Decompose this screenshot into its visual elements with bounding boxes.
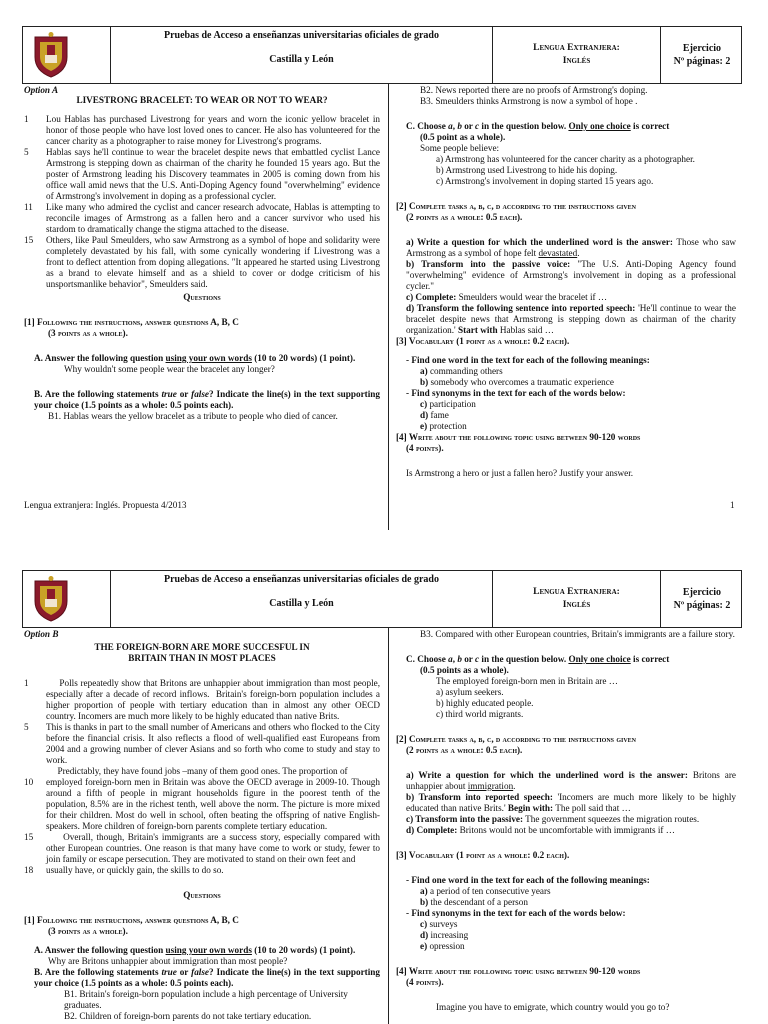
option-label: Option B	[24, 629, 59, 639]
header-line2: Castilla y León	[269, 54, 334, 65]
article-title: LIVESTRONG BRACELET: TO WEAR OR NOT TO WEAR?	[76, 95, 328, 105]
header-exercise-cell	[661, 571, 743, 627]
vocab-item: a) commanding others	[420, 366, 503, 376]
header-lang2: Inglés	[562, 600, 591, 610]
questions-heading: Questions	[183, 292, 221, 302]
left-column	[24, 629, 383, 1022]
header-line2: Castilla y León	[269, 598, 334, 609]
task3-heading: [3] Vocabulary (1 point as a whole: 0.2 each).	[396, 336, 570, 346]
task3-find-words: - Find one word in the text for each of the following meanings:	[406, 875, 650, 885]
choice-option: a) Armstrong has volunteered for the cancer charity as a photographer.	[436, 154, 695, 164]
task3-find-words: - Find one word in the text for each of the following meanings:	[406, 355, 650, 365]
article-paragraph: 10 employed foreign-born men in Britain was above the OECD average in 2009-10. Though around a fifth of people in migrant households figure in the poorest tenth of the population, 8.5% are in the richest tenth, well above the norm. The picture is more mixed for their children. Most do well in school, often beating the offspring of native English-speakers. More children of foreign-born parents complete tertiary education.	[24, 777, 380, 831]
article-paragraph: 5 Hablas says he'll continue to wear the bracelet despite news that embattled cyclist Lance Armstrong is stepping down as chairman of the charity he founded 15 years ago. But the poster of Armstrong leading his Discovery teammates in 2005 is coming down from his office wall amid news that the U.S. Anti-Doping Agency found "overwhelming" evidence of Armstrong's involvement in doping as a professional cycler.	[24, 147, 380, 201]
vocab-item: e) opression	[420, 941, 465, 951]
task2-heading: [2] Complete tasks a, b, c, d according to the instructions given	[396, 734, 636, 744]
logo-cell	[23, 571, 111, 627]
q1-heading: [1] Following the instructions, answer questions A, B, C	[24, 915, 239, 925]
task2-a: a) Write a question for which the underlined word is the answer: Those who saw Armstrong as a symbol of hope felt devastated.	[406, 237, 736, 258]
task2-c: c) Transform into the passive: The government squeezes the migration routes.	[406, 814, 700, 824]
header-line1: Pruebas de Acceso a enseñanzas universitarias oficiales de grado	[164, 574, 439, 585]
task4-subheading: (4 points).	[406, 443, 444, 453]
question-b: B. Are the following statements true or false? Indicate the line(s) in the text supporting your choice (1.5 points as a whole: 0.5 points each).	[34, 389, 380, 410]
page-number: 1	[730, 500, 735, 510]
column-divider	[388, 84, 389, 530]
header-ej2: Nº páginas: 2	[673, 600, 731, 611]
question-a-text: Why are Britons unhappier about immigration than most people?	[48, 956, 288, 966]
question-c-stem: The employed foreign-born men in Britain are …	[436, 676, 618, 686]
vocab-item: d) increasing	[420, 930, 469, 940]
statement-b1: B1. Britain's foreign-born population include a high percentage of University graduates.	[64, 989, 348, 1010]
article-paragraph: 15 Others, like Paul Smeulders, who saw Armstrong as a symbol of hope and solidarity were completely devastated by his fall, with some cynically wondering if Livestrong was a front to deflect attention from doping allegations. "It appeared he started using Livestrong as a brand to elevate himself and as a shield to cover or dodge criticism of his unsportsmanlike behavior", Smeulders said.	[24, 235, 380, 289]
left-column	[24, 85, 380, 422]
statement-b2: B2. Children of foreign-born parents do not take tertiary education.	[64, 1011, 312, 1021]
task3-heading: [3] Vocabulary (1 point as a whole: 0.2 each).	[396, 850, 570, 860]
header-line1: Pruebas de Acceso a enseñanzas universitarias oficiales de grado	[164, 30, 439, 41]
choice-option: c) third world migrants.	[436, 709, 524, 719]
question-c-points: (0.5 point as a whole).	[420, 132, 506, 142]
questions-heading: Questions	[183, 890, 221, 900]
task4-subheading: (4 points).	[406, 977, 444, 987]
vocab-item: c) participation	[420, 399, 476, 409]
article-paragraph: Predictably, they have found jobs –many of them good ones. The proportion of	[46, 766, 348, 776]
choice-option: b) Armstrong used Livestrong to hide his doping.	[436, 165, 618, 175]
header-ej1: Ejercicio	[682, 587, 722, 598]
question-b: B. Are the following statements true or false? Indicate the line(s) in the text supporting your choice (1.5 points as a whole: 0.5 points each).	[34, 967, 380, 988]
choice-option: a) asylum seekers.	[436, 687, 504, 697]
header-title-cell	[111, 571, 493, 627]
header-lang1: Lengua Extranjera:	[533, 43, 620, 53]
task2-c: c) Complete: Smeulders would wear the bracelet if …	[406, 292, 608, 302]
header-language-cell	[493, 27, 661, 83]
q1-subheading: (3 points as a whole).	[48, 926, 128, 936]
vocab-item: b) somebody who overcomes a traumatic experience	[420, 377, 614, 387]
university-crest-icon	[31, 575, 71, 623]
q1-subheading: (3 points as a whole).	[48, 328, 128, 338]
task4-topic: Imagine you have to emigrate, which country would you go to?	[436, 1002, 670, 1012]
exam-page-2	[0, 548, 768, 1024]
q1-heading: [1] Following the instructions, answer questions A, B, C	[24, 317, 239, 327]
statement-b3: B3. Smeulders thinks Armstrong is now a symbol of hope .	[420, 96, 638, 106]
article-title-line1: THE FOREIGN-BORN ARE MORE SUCCESFUL IN	[94, 642, 310, 652]
logo-cell	[23, 27, 111, 83]
right-column	[396, 629, 736, 1013]
page-header	[22, 570, 742, 628]
header-lang2: Inglés	[562, 56, 591, 66]
header-exercise-cell	[661, 27, 743, 83]
page-header	[22, 26, 742, 84]
task4-topic: Is Armstrong a hero or just a fallen hero? Justify your answer.	[406, 468, 634, 478]
article-paragraph: 15 Overall, though, Britain's immigrants are a success story, especially compared with other European countries. One reason is that many have come to work or study, fewer to join family or escape persecution. They are motivated to stand on their own feet and	[24, 832, 383, 864]
vocab-item: e) protection	[420, 421, 467, 431]
vocab-item: b) the descendant of a person	[420, 897, 528, 907]
task2-b: b) Transform into the passive voice: "The U.S. Anti-Doping Agency found "overwhelming" evidence of Armstrong's involvement in doping as a professional cycler."	[406, 259, 736, 291]
article-paragraph: 5 This is thanks in part to the small number of Americans and others who flocked to the City before the financial crisis. It also reflects a flood of well-qualified east Europeans from 2004 and a growing number of clever Asians and so forth who come to study and stay to work.	[24, 722, 380, 765]
question-c: C. Choose a, b or c in the question below. Only one choice is correct	[406, 121, 670, 131]
article-paragraph: 1 Lou Hablas has purchased Livestrong for years and worn the iconic yellow bracelet in honor of those people who have lost loved ones to cancer. He also has volunteered for the cancer charity as a photographer to raise money for Livestrong's programs.	[24, 114, 380, 146]
header-language-cell	[493, 571, 661, 627]
vocab-item: d) fame	[420, 410, 449, 420]
task2-subheading: (2 points as a whole: 0.5 each).	[406, 212, 523, 222]
task2-subheading: (2 points as a whole: 0.5 each).	[406, 745, 523, 755]
header-title-cell	[111, 27, 493, 83]
header-ej2: Nº páginas: 2	[673, 56, 731, 67]
task3-find-synonyms: - Find synonyms in the text for each of the words below:	[406, 388, 626, 398]
vocab-item: a) a period of ten consecutive years	[420, 886, 551, 896]
task2-b: b) Transform into reported speech: 'Incomers are much more likely to be highly educated than native Brits.' Begin with: The poll said that …	[406, 792, 736, 813]
header-lang1: Lengua Extranjera:	[533, 587, 620, 597]
task4-heading: [4] Write about the following topic using between 90-120 words	[396, 432, 641, 442]
footer-left: Lengua extranjera: Inglés. Propuesta 4/2013	[24, 500, 187, 510]
task4-heading: [4] Write about the following topic using between 90-120 words	[396, 966, 641, 976]
task2-d: d) Transform the following sentence into reported speech: 'He'll continue to wear the bracelet despite news that Armstrong is stepping down as chairman of the charity organization.' Start with Hablas said …	[406, 303, 736, 335]
vocab-item: c) surveys	[420, 919, 458, 929]
question-a-text: Why wouldn't some people wear the bracelet any longer?	[64, 364, 275, 374]
statement-b1: B1. Hablas wears the yellow bracelet as a tribute to people who died of cancer.	[48, 411, 338, 421]
question-a: A. Answer the following question using your own words (10 to 20 words) (1 point).	[34, 353, 356, 363]
question-c-stem: Some people believe:	[420, 143, 500, 153]
question-a: A. Answer the following question using your own words (10 to 20 words) (1 point).	[34, 945, 356, 955]
choice-option: c) Armstrong's involvement in doping started 15 years ago.	[436, 176, 654, 186]
statement-b3: B3. Compared with other European countries, Britain's immigrants are a failure story.	[420, 629, 735, 639]
article-title-line2: BRITAIN THAN IN MOST PLACES	[128, 653, 276, 663]
choice-option: b) highly educated people.	[436, 698, 534, 708]
column-divider	[388, 628, 389, 1024]
question-c-points: (0.5 points as a whole).	[420, 665, 509, 675]
task2-a: a) Write a question for which the underlined word is the answer: Britons are unhappier about immigration.	[406, 770, 736, 791]
task3-find-synonyms: - Find synonyms in the text for each of the words below:	[406, 908, 626, 918]
option-label: Option A	[24, 85, 59, 95]
university-crest-icon	[31, 31, 71, 79]
article-paragraph: 11 Like many who admired the cyclist and cancer research advocate, Hablas is attempting to reconcile images of Armstrong as a fallen hero and a cancer survivor who used his stardom to dramatically change the stigma attached to the disease.	[24, 202, 380, 234]
question-c: C. Choose a, b or c in the question below. Only one choice is correct	[406, 654, 670, 664]
article-paragraph: 1 Polls repeatedly show that Britons are unhappier about immigration than most people, especially after a decade of record inflows. Britain's foreign-born population includes a higher proportion of people with tertiary education than in almost any other OECD country. Incomers are much more likely to be highly educated than native Brits.	[24, 678, 383, 721]
task2-d: d) Complete: Britons would not be uncomfortable with immigrants if …	[406, 825, 675, 835]
task2-heading: [2] Complete tasks a, b, c, d according to the instructions given	[396, 201, 636, 211]
right-column	[396, 85, 736, 479]
statement-b2: B2. News reported there are no proofs of Armstrong's doping.	[420, 85, 648, 95]
header-ej1: Ejercicio	[682, 43, 722, 54]
article-paragraph: 18 usually have, or quickly gain, the skills to do so.	[24, 865, 224, 875]
